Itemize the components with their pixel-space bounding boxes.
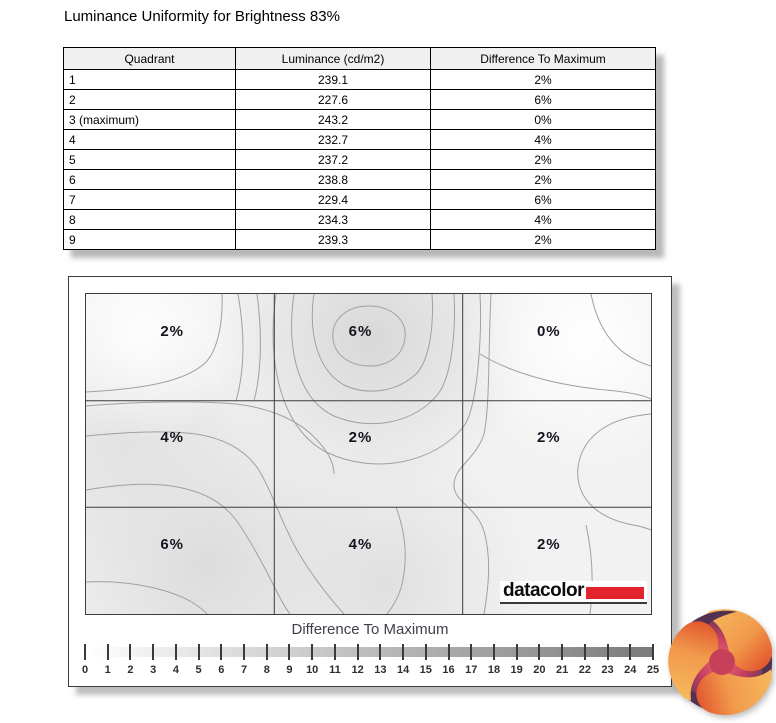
scale-tick-label: 5 (195, 664, 202, 676)
scale-tick-label: 12 (351, 664, 364, 676)
table-cell: 6% (431, 190, 656, 210)
scale-tick (220, 644, 222, 660)
table-cell: 7 (64, 190, 236, 210)
scale-tick (243, 644, 245, 660)
scale-tick-label: 25 (646, 664, 660, 676)
table-cell: 2% (431, 170, 656, 190)
scale-tick (266, 644, 268, 660)
table-cell: 1 (64, 70, 236, 90)
table-cell: 237.2 (236, 150, 431, 170)
scale-tick-label: 14 (396, 664, 410, 676)
map-quadrant (463, 294, 651, 401)
map-quadrant (86, 294, 274, 401)
scale-tick (538, 644, 540, 660)
table-cell: 0% (431, 110, 656, 130)
map-value-label: 2% (536, 536, 561, 554)
scale-tick-label: 16 (442, 664, 455, 676)
table-cell: 6 (64, 170, 236, 190)
colorbar-title: Difference To Maximum (291, 621, 449, 638)
page-title: Luminance Uniformity for Brightness 83% (64, 8, 340, 25)
table-row (64, 190, 656, 210)
table-cell: 2% (431, 70, 656, 90)
table-row (64, 110, 656, 130)
map-quadrant (274, 401, 462, 508)
scale-tick-label: 7 (240, 664, 248, 676)
table-cell: 5 (64, 150, 236, 170)
table-cell: 9 (64, 230, 236, 250)
uniformity-map-panel (68, 276, 672, 687)
table-cell: 229.4 (236, 190, 431, 210)
scale-tick-label: 13 (374, 664, 387, 676)
scale-tick (129, 644, 131, 660)
scale-tick (448, 644, 450, 660)
scale-tick-label: 1 (104, 664, 111, 676)
table-cell: 2 (64, 90, 236, 110)
scale-tick (516, 644, 518, 660)
scale-tick-label: 3 (150, 664, 157, 676)
table-cell: 4% (431, 130, 656, 150)
table-cell: 239.1 (236, 70, 431, 90)
scale-tick-label: 17 (465, 664, 478, 676)
map-value-label: 2% (348, 429, 373, 447)
table-cell: 2% (431, 230, 656, 250)
scale-tick-label: 6 (218, 664, 225, 676)
scale-tick-label: 23 (601, 664, 614, 676)
scale-tick (629, 644, 631, 660)
colorbar-gradient (85, 647, 653, 657)
map-value-label: 2% (160, 322, 184, 340)
scale-tick (357, 644, 359, 660)
scale-tick (152, 644, 154, 660)
map-quadrant (274, 294, 462, 401)
scale-tick-label: 2 (127, 664, 134, 676)
scale-tick (107, 644, 109, 660)
contour-plot (85, 293, 652, 615)
scale-tick (652, 644, 654, 660)
scale-tick (402, 644, 404, 660)
table-header-row (64, 48, 656, 70)
scale-tick-label: 10 (306, 664, 319, 676)
table-cell: 227.6 (236, 90, 431, 110)
scale-tick (561, 644, 563, 660)
table-cell: 234.3 (236, 210, 431, 230)
scale-tick (470, 644, 472, 660)
column-header-difference: Difference To Maximum (431, 48, 656, 70)
column-header-luminance: Luminance (cd/m2) (236, 48, 431, 70)
kitguru-swirl-logo (666, 606, 776, 718)
swirl-logo-graphic (666, 606, 776, 718)
table-row (64, 230, 656, 250)
map-quadrant (86, 401, 274, 508)
scale-tick (334, 644, 336, 660)
map-value-label: 6% (348, 322, 373, 340)
map-value-label: 4% (160, 429, 184, 447)
map-value-label: 4% (348, 536, 373, 554)
datacolor-logo (500, 581, 647, 604)
table-row (64, 90, 656, 110)
column-header-quadrant: Quadrant (64, 48, 236, 70)
map-value-label: 0% (536, 322, 561, 340)
scale-tick-label: 19 (510, 664, 523, 676)
map-quadrant (86, 507, 274, 614)
scale-tick (607, 644, 609, 660)
scale-tick (84, 644, 86, 660)
scale-tick-label: 24 (624, 664, 637, 676)
luminance-table-container (63, 47, 656, 250)
table-cell: 2% (431, 150, 656, 170)
scale-tick-label: 8 (263, 664, 270, 676)
table-cell: 239.3 (236, 230, 431, 250)
quadrant-value-grid (86, 294, 651, 614)
table-cell: 238.8 (236, 170, 431, 190)
table-cell: 8 (64, 210, 236, 230)
table-cell: 4% (431, 210, 656, 230)
scale-tick (425, 644, 427, 660)
datacolor-logo-red-bar (586, 587, 644, 599)
scale-tick (175, 644, 177, 660)
map-value-label: 6% (160, 536, 184, 554)
map-value-label: 2% (536, 429, 561, 447)
table-row (64, 130, 656, 150)
scale-tick-label: 0 (81, 664, 89, 676)
scale-tick-label: 4 (172, 664, 179, 676)
table-cell: 232.7 (236, 130, 431, 150)
colorbar (81, 644, 660, 676)
scale-tick-label: 15 (419, 664, 432, 676)
scale-tick-label: 22 (578, 664, 591, 676)
scale-tick (311, 644, 313, 660)
scale-tick (584, 644, 586, 660)
table-row (64, 70, 656, 90)
scale-tick-label: 11 (329, 664, 341, 676)
scale-tick-label: 18 (487, 664, 501, 676)
datacolor-logo-text: datacolor (502, 580, 584, 601)
table-row (64, 210, 656, 230)
scale-tick (379, 644, 381, 660)
map-quadrant (463, 401, 651, 508)
scale-tick (288, 644, 290, 660)
table-cell: 4 (64, 130, 236, 150)
table-row (64, 150, 656, 170)
map-quadrant (274, 507, 462, 614)
scale-tick-label: 21 (555, 664, 569, 676)
scale-tick (493, 644, 495, 660)
luminance-table (63, 47, 656, 250)
table-row (64, 170, 656, 190)
table-cell: 6% (431, 90, 656, 110)
scale-tick-label: 9 (286, 664, 293, 676)
scale-tick-label: 20 (533, 664, 546, 676)
table-cell: 3 (maximum) (64, 110, 236, 130)
table-cell: 243.2 (236, 110, 431, 130)
scale-tick (198, 644, 200, 660)
